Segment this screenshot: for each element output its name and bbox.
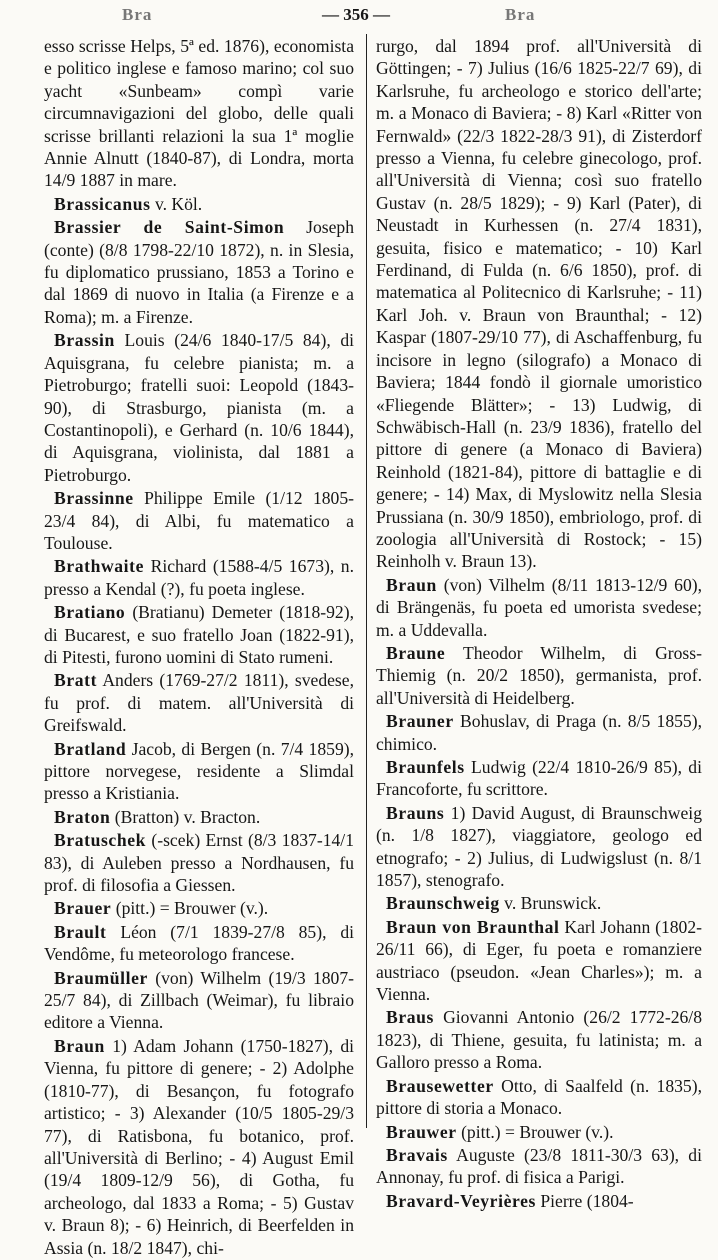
entry-text: Auguste (23/8 1811-30/3 63), di Annonay, fu prof. di fisica a Parigi. — [376, 1144, 702, 1188]
dictionary-entry — [44, 193, 354, 215]
entry-headword: Brassicanus — [54, 193, 151, 214]
entry-headword: Brathwaite — [54, 556, 145, 577]
dictionary-entry — [44, 829, 354, 896]
entry-headword: Braune — [386, 642, 446, 663]
entry-text: v. Brunswick. — [504, 893, 602, 914]
entry-text: (pitt.) = Brouwer (v.). — [115, 898, 269, 919]
dictionary-entry — [44, 555, 354, 600]
right-column — [376, 35, 702, 1213]
page-header — [0, 2, 718, 28]
entry-headword: Braun von Braunthal — [386, 916, 560, 937]
entry-text: (von) Wilhelm (19/3 1807-25/7 84), di Zillbach (Weimar), fu libraio editore a Vienna. — [44, 967, 354, 1033]
running-head-right: Bra — [505, 5, 536, 24]
entry-headword: Bratland — [54, 738, 127, 759]
dictionary-entry — [44, 329, 354, 486]
entry-text: Bohuslav, di Praga (n. 8/5 1855), chimico. — [376, 711, 702, 754]
entry-text: Jacob, di Bergen (n. 7/4 1859), pittore norvegese, residente a Slimdal presso a Kristiania. — [44, 738, 354, 804]
entry-headword: Braunfels — [386, 757, 465, 777]
dictionary-entry — [44, 921, 354, 966]
entry-text: 1) David August, di Braunschweig (n. 1/8 1827), viaggiatore, geologo ed etnografo; - 2) Julius, di Ludwigslust (n. 8/1 1857), stenografo. — [376, 802, 702, 891]
running-head-left: Bra — [122, 5, 153, 24]
entry-headword: Braunschweig — [386, 893, 500, 914]
entry-headword: Brauer — [54, 898, 112, 919]
dictionary-entry — [376, 710, 702, 755]
entry-headword: Bratuschek — [54, 830, 147, 851]
entry-text: Otto, di Saalfeld (n. 1835), pittore di storia a Monaco. — [376, 1075, 702, 1119]
dictionary-entry — [44, 35, 354, 192]
entry-text: Philippe Emile (1/12 1805-23/4 84), di Albi, fu matematico a Toulouse. — [44, 488, 354, 553]
dictionary-entry — [376, 892, 702, 914]
dictionary-entry — [376, 756, 702, 801]
dictionary-entry — [376, 1075, 702, 1120]
page-number: — 356 — — [322, 5, 390, 24]
dictionary-entry — [44, 601, 354, 668]
entry-text: (von) Vilhelm (8/11 1813-12/9 60), di Brängenäs, fu poeta ed umorista svedese; m. a Uddevalla. — [376, 574, 702, 640]
dictionary-entry — [376, 1144, 702, 1189]
dictionary-entry — [44, 806, 354, 828]
entry-headword: Brassinne — [54, 488, 134, 509]
dictionary-entry — [44, 897, 354, 919]
entry-text: Anders (1769-27/2 1811), svedese, fu prof. di matem. all'Università di Greifswald. — [44, 670, 354, 736]
entry-text: (Bratianu) Demeter (1818-92), di Bucarest, e suo fratello Joan (1822-91), di Pitesti, furono uomini di Stato rumeni. — [44, 602, 354, 667]
entry-headword: Braun — [54, 1035, 105, 1056]
entry-text: Karl Johann (1802-26/11 66), di Eger, fu poeta e romanziere austriaco (pseudon. «Jean Charles»); m. a Vienna. — [376, 916, 702, 1005]
entry-text: esso scrisse Helps, 5ª ed. 1876), economista e politico inglese e famoso marino; col suo yacht «Sunbeam» compì varie circumnavigazioni del globo, delle quali scrisse brillanti relazioni la sua 1ª moglie Annie Alnutt (1840-87), di Londra, morta 14/9 1887 in mare. — [44, 36, 354, 191]
entry-text: Theodor Wilhelm, di Gross-Thiemig (n. 20/2 1850), germanista, prof. all'Università di Heidelberg. — [376, 642, 702, 708]
entry-headword: Brauwer — [386, 1121, 457, 1142]
entry-headword: Bratiano — [54, 602, 126, 623]
entry-text: rurgo, dal 1894 prof. all'Università di Göttingen; - 7) Julius (16/6 1825-22/7 69), di Karlsruhe, fu archeologo e storico dell'arte; m. a Monaco di Baviera; - 8) Karl «Ritter von Fernwald» (22/3 1822-28/3 91), di Zisterdorf presso a Vienna, fu celebre ginecologo, prof. all'Università di Vienna; così suo fratello Gustav (n. 28/5 1829); - 9) Karl (Pater), di Neustadt in Kurhessen (n. 27/4 1831), gesuita, fisico e matematico; - 10) Karl Ferdinand, di Fulda (n. 6/6 1850), prof. di matematica al Politecnico di Karlsruhe; - 11) Karl Joh. v. Braun von Braunthal; - 12) Kaspar (1807-29/10 77), di Aschaffenburg, fu incisore in legno (silografo) a Monaco di Baviera; 1844 fondò il giornale umoristico «Fliegende Blätter»; - 13) Ludwig, di Schwäbisch-Hall (n. 23/9 1836), fratello del pittore di genere (a Monaco di Baviera) Reinhold (1821-84), pittore di battaglie e di genere; - 14) Max, di Myslowitz nella Slesia Prussiana (n. 30/9 1850), embriologo, prof. di zoologia all'Università di Rostock; - 15) Reinholh v. Braun 13). — [376, 36, 702, 572]
entry-text: 1) Adam Johann (1750-1827), di Vienna, fu pittore di genere; - 2) Adolphe (1810-77), di Besançon, fu fotografo artistico; - 3) Alexander (10/5 1805-29/3 77), di Ratisbona, fu botanico, prof. all'Università di Berlino; - 4) August Emil (19/4 1809-12/9 56), di Gotha, fu archeologo, dal 1833 a Roma; - 5) Gustav v. Braun 8); - 6) Heinrich, di Beerfelden in Assia (n. 18/2 1847), chi- — [44, 1035, 354, 1258]
entry-headword: Braton — [54, 806, 111, 827]
entry-headword: Brassin — [54, 330, 115, 351]
dictionary-entry — [376, 35, 702, 573]
dictionary-entry — [44, 1035, 354, 1259]
entry-text: Giovanni Antonio (26/2 1772-26/8 1823), di Thiene, gesuita, fu latinista; m. a Galloro presso a Roma. — [376, 1007, 702, 1073]
entry-text: Louis (24/6 1840-17/5 84), di Aquisgrana, fu celebre pianista; m. a Pietroburgo; fratelli suoi: Leopold (1843-90), di Strasburgo, pianista (m. a Costantinopoli), e Gerhard (n. 10/6 1844), di Aquisgrana, violinista, dal 1881 a Pietroburgo. — [44, 330, 354, 485]
entry-headword: Brauns — [386, 802, 445, 823]
entry-headword: Bravard-Veyrières — [386, 1190, 536, 1211]
entry-headword: Bratt — [54, 670, 98, 691]
dictionary-entry — [44, 669, 354, 736]
dictionary-entry — [44, 487, 354, 554]
left-column — [44, 35, 354, 1260]
entry-text: Léon (7/1 1839-27/8 85), di Vendôme, fu meteorologo francese. — [44, 921, 354, 965]
entry-headword: Brausewetter — [386, 1075, 494, 1096]
entry-headword: Braun — [386, 574, 437, 595]
entry-text: (Bratton) v. Bracton. — [114, 806, 261, 827]
entry-text: Joseph (conte) (8/8 1798-22/10 1872), n. in Slesia, fu diplomatico prussiano, 1853 a Torino e dal 1869 di nuovo in Italia (a Firenze e a Roma); m. a Firenze. — [44, 217, 355, 327]
entry-headword: Brault — [54, 921, 107, 942]
entry-text: Richard (1588-4/5 1673), n. presso a Kendal (?), fu poeta inglese. — [44, 556, 354, 599]
dictionary-entry — [376, 916, 702, 1006]
entry-headword: Braus — [386, 1007, 434, 1028]
entry-text: (-scek) Ernst (8/3 1837-14/1 83), di Auleben presso a Nordhausen, fu prof. di filosofia a Giessen. — [44, 830, 354, 896]
entry-headword: Braumüller — [54, 967, 148, 988]
dictionary-entry — [44, 738, 354, 805]
entry-text: v. Köl. — [154, 193, 203, 214]
entry-text: Ludwig (22/4 1810-26/9 85), di Francoforte, fu scrittore. — [376, 757, 702, 800]
dictionary-entry — [44, 216, 354, 328]
entry-text: Pierre (1804- — [540, 1190, 634, 1211]
column-divider — [366, 34, 367, 1128]
dictionary-entry — [376, 802, 702, 892]
dictionary-entry — [44, 967, 354, 1034]
entry-headword: Brassier de Saint-Simon — [54, 217, 285, 238]
dictionary-entry — [376, 1006, 702, 1073]
entry-text: (pitt.) = Brouwer (v.). — [461, 1121, 614, 1142]
dictionary-entry — [376, 574, 702, 641]
entry-headword: Bravais — [386, 1144, 448, 1165]
dictionary-entry — [376, 642, 702, 709]
dictionary-entry — [376, 1121, 702, 1143]
dictionary-entry — [376, 1190, 702, 1212]
entry-headword: Brauner — [386, 711, 454, 732]
